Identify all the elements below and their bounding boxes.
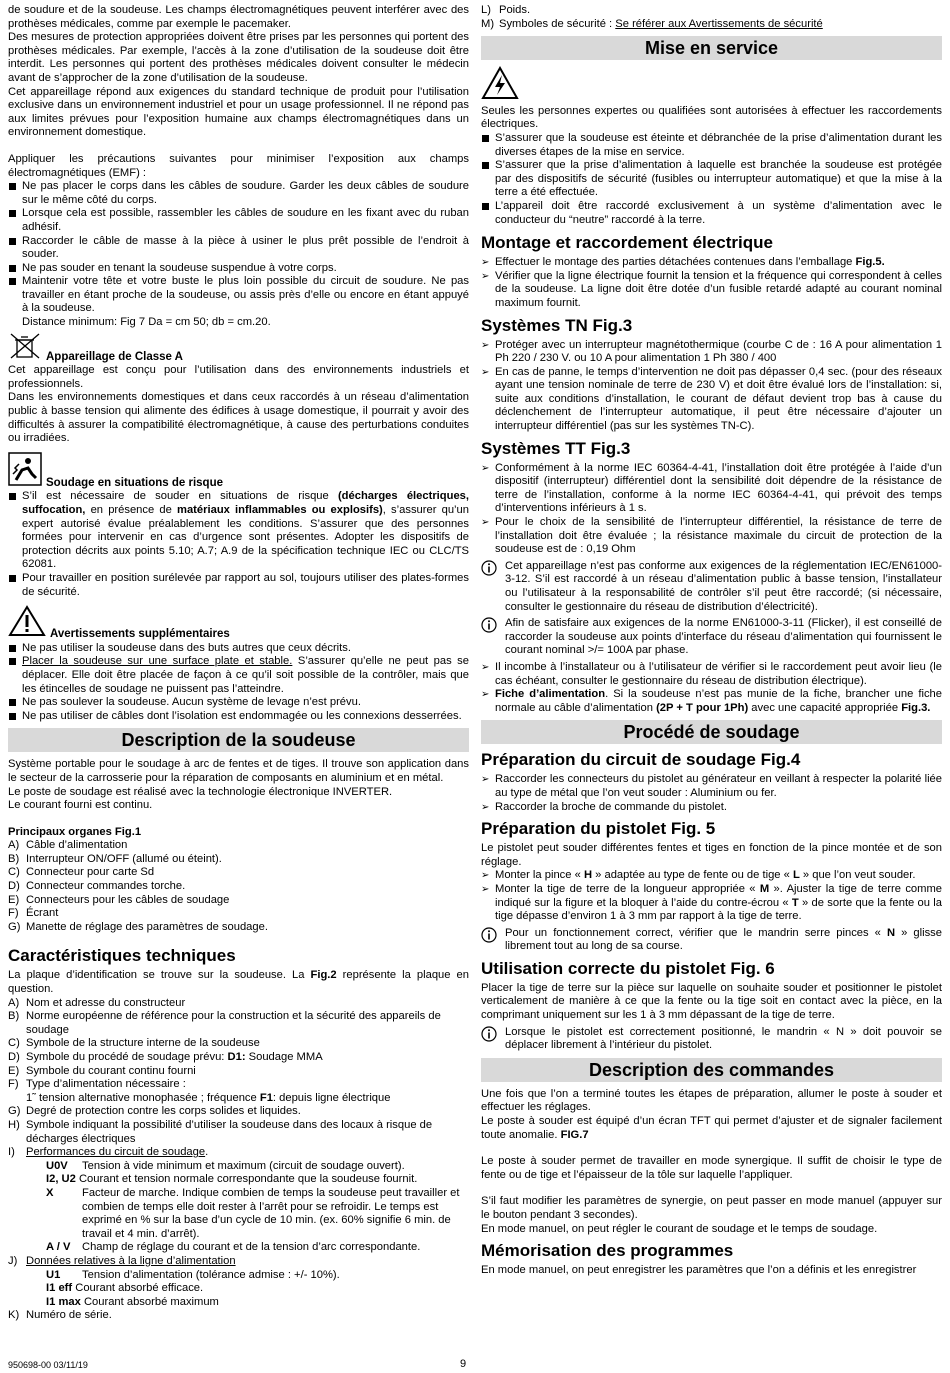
code: X	[46, 1186, 54, 1199]
item-text: Poids.	[499, 4, 531, 16]
usage-title: Utilisation correcte du pistolet Fig. 6	[481, 958, 775, 978]
text-bold: L	[792, 869, 800, 882]
sub-item	[26, 1241, 469, 1255]
list-item	[8, 907, 469, 921]
item-text: Symbole de la structure interne de la soudeuse	[26, 1037, 260, 1050]
item-letter: J)	[8, 1254, 18, 1267]
info-icon	[481, 560, 497, 581]
info-icon	[481, 927, 497, 948]
list-item	[8, 866, 469, 880]
sub-item	[26, 1282, 469, 1296]
text: S’assurer qu’elle ne peut pas se déplacer. Elle doit être placée de façon à ce qu’il soit possible de la contrôler, mais que les étincelles de soudage ne puissent pas l’atteindre.	[22, 655, 470, 695]
paragraph: Une fois que l’on a terminé toutes les étapes de préparation, allumer le poste à souder et effectuer les réglages.	[481, 1087, 942, 1114]
document-code: 950698-00 03/11/19	[8, 1360, 88, 1370]
list-item: L’appareil doit être raccordé exclusivement à un système d’alimentation avec le conducteur du “neutre” raccordé à la terre.	[481, 200, 942, 227]
list-item	[8, 1051, 469, 1065]
list-item: ➢ Raccorder les connecteurs du pistolet au générateur en veillant à respecter la polarité liée au type de métal que l’on veut souder : Aluminium ou fer.	[481, 773, 942, 800]
text: La plaque d’identification se trouve sur la soudeuse. La	[8, 969, 311, 982]
warnings-heading	[8, 605, 469, 642]
list-item	[8, 1037, 469, 1051]
list-item: ➢ Conformément à la norme IEC 60364-4-41, l’installation doit être protégée à l’aide d’un dispositif (interrupteur) différentiel dont la sensibilité doit dépendre de la résistance de terre de l’installation, conforme à la norme IEC 60364-4-41, qui prévoit des temps d’interventions inférieurs à 1 s.	[481, 462, 942, 516]
text-bold: FIG.7	[560, 1128, 589, 1141]
list-item: Ne pas utiliser de câbles dont l’isolation est endommagée ou les connexions desserrées.	[8, 710, 469, 724]
list-item: S’assurer que la soudeuse est éteinte et débranchée de la prise d’alimentation durant les diverses étapes de la mise en service.	[481, 132, 942, 159]
info-text: » glisse librement tout au long de sa course.	[505, 926, 942, 953]
class-a-title: Appareillage de Classe A	[46, 350, 183, 363]
paragraph: Placer la tige de terre sur la pièce sur laquelle on souhaite souder et positionner le pistolet verticalement de manière à ce que la fente ou la tige soit en contact avec la pièce, en la comprimant uniquement sur les 1 à 3 mm dépassant de la tige de terre.	[481, 981, 942, 1022]
item-letter: A)	[8, 839, 20, 852]
list-item	[8, 839, 469, 853]
item-letter: E)	[8, 893, 20, 906]
paragraph: Le poste de soudage est réalisé avec la technologie électronique INVERTER.	[8, 785, 393, 798]
info-note	[481, 617, 942, 658]
risk-heading	[8, 452, 469, 491]
item-text: Type d’alimentation nécessaire :	[26, 1078, 186, 1091]
list-item: Ne pas utiliser la soudeuse dans des buts autres que ceux décrits.	[8, 642, 469, 656]
code: U1	[46, 1268, 61, 1281]
warnings-list	[8, 642, 469, 724]
paragraph: En mode manuel, on peut enregistrer les paramètres que l’on a définis et les enregistrer	[481, 1264, 917, 1277]
memory-title: Mémorisation des programmes	[481, 1241, 734, 1261]
list-item	[8, 490, 469, 572]
text: S’il est nécessaire de souder en situations de risque	[22, 490, 338, 503]
list-item-text: Maintenir votre tête et votre buste le plus loin possible du circuit de soudure. Ne pas travailler en étant proche de la soudeuse, ou assis près d’elle ou encore en étant appuyé à la soudeuse.	[22, 275, 469, 315]
list-item	[8, 1010, 469, 1037]
text: 1˜ tension alternative monophasée ; fréquence	[26, 1091, 260, 1104]
tech-title: Caractéristiques techniques	[8, 946, 236, 966]
item-letter: M)	[481, 17, 495, 30]
text-bold: N	[886, 926, 896, 939]
item-letter: K)	[8, 1309, 20, 1322]
item-text: Symbole du courant continu fourni	[26, 1064, 196, 1077]
text: Courant absorbé efficace.	[72, 1282, 204, 1295]
text: Monter la tige de terre de la longueur appropriée «	[495, 882, 760, 895]
text-underlined: Placer la soudeuse sur une surface plate et stable.	[22, 655, 293, 668]
class-a-heading	[8, 332, 469, 365]
list-item	[8, 275, 469, 329]
info-text: Lorsque le pistolet est correctement positionné, le mandrin « N » doit pouvoir se déplacer librement à l’intérieur du pistolet.	[505, 1025, 942, 1052]
paragraph	[8, 969, 469, 996]
sub-item	[26, 1173, 469, 1187]
list-item	[481, 256, 942, 270]
item-letter: G)	[8, 920, 21, 933]
code: I1 eff	[46, 1282, 73, 1295]
text: Tension à vide minimum et maximum (circuit de soudage ouvert).	[82, 1159, 405, 1172]
info-text: Afin de satisfaire aux exigences de la norme EN61000-3-11 (Flicker), il est conseillé de raccorder la soudeuse aux points d’interface du réseau d’alimentation qui fournissent le courant nominal >/= 100A par phase.	[505, 617, 942, 657]
warning-triangle-icon	[8, 605, 46, 642]
text: , s’assurer qu’un expert autorisé évalue préalablement les conditions. S’assurer que des personnes formées pour intervenir en cas d’urgence sont présentes. Adopter les dispositifs de protection décrits aux points 5.10; A.7; A.9 de la spécification technique IEC ou CLC/TS 62081.	[22, 504, 469, 571]
electric-shock-icon	[8, 452, 42, 491]
text: Effectuer le montage des parties détachées contenues dans l’emballage	[495, 256, 856, 269]
info-text: Pour un fonctionnement correct, vérifier que le mandrin serre pinces «	[505, 926, 887, 939]
item-letter: D)	[8, 880, 20, 893]
section-banner-procede: Procédé de soudage	[481, 720, 942, 744]
paragraph: Seules les personnes expertes ou qualifiées sont autorisées à effectuer les raccordements électriques.	[481, 104, 942, 131]
info-icon	[481, 1026, 497, 1047]
item-letter: A)	[8, 996, 20, 1009]
text-bold: matériaux inflammables ou explosifs)	[177, 504, 383, 516]
crossed-bin-icon	[8, 332, 42, 365]
prep-pistol-title: Préparation du pistolet Fig. 5	[481, 819, 716, 839]
text-bold: M	[759, 882, 770, 895]
text-bold: T	[791, 896, 799, 909]
tn-list	[481, 339, 942, 434]
list-item: ➢ Protéger avec un interrupteur magnétothermique (courbe C de : 16 A pour alimentation 1 Ph 220 / 230 V. ou 10 A pour alimentation 1 Ph 380 / 400	[481, 339, 942, 366]
info-note	[481, 1026, 942, 1053]
paragraph: En mode manuel, on peut régler le courant de soudage et le temps de soudage.	[481, 1222, 878, 1235]
list-item	[481, 688, 942, 715]
item-text: Câble d’alimentation	[26, 839, 128, 852]
list-item	[481, 883, 942, 924]
text: Champ de réglage du courant et de la tension d’arc correspondante.	[82, 1241, 421, 1254]
list-item: Pour travailler en position surélevée par rapport au sol, toujours utiliser des plates-formes de sécurité.	[8, 572, 469, 599]
tt-title: Systèmes TT Fig.3	[481, 438, 631, 458]
warnings-title: Avertissements supplémentaires	[50, 628, 230, 641]
info-icon	[481, 617, 497, 638]
text: Tension d’alimentation (tolérance admise : +/- 10%).	[82, 1268, 340, 1281]
text: Le poste à souder est équipé d’un écran TFT qui permet d’ajuster et de signaler facilement toute anomalie.	[481, 1115, 942, 1141]
text: .	[205, 1146, 209, 1159]
item-text: Symboles de sécurité :	[499, 17, 616, 30]
text: » que l’on veut souder.	[799, 869, 916, 882]
right-column	[481, 4, 942, 1278]
item-text: Interrupteur ON/OFF (allumé ou éteint).	[26, 852, 222, 865]
text: Courant et tension normale correspondante que la soudeuse fournit.	[75, 1173, 418, 1186]
item-text: Norme européenne de référence pour la construction et la sécurité des appareils de soudage	[26, 1010, 441, 1036]
text: Courant absorbé maximum	[80, 1295, 219, 1308]
item-letter: B)	[8, 1010, 20, 1023]
item-letter: F)	[8, 907, 19, 920]
item-text: Écrant	[26, 907, 59, 920]
text: avec une capacité appropriée	[748, 701, 902, 714]
list-item: Ne pas soulever la soudeuse. Aucun système de levage n’est prévu.	[8, 696, 469, 710]
list-item: ➢ Il incombe à l’installateur ou à l’utilisateur de vérifier si le raccordement peut avoir lieu (le cas échéant, consulter le gestionnaire du réseau de distribution électrique).	[481, 661, 942, 688]
item-letter: I)	[8, 1146, 15, 1159]
section-banner-commandes: Description des commandes	[481, 1058, 942, 1082]
sub-item	[26, 1092, 469, 1106]
item-letter: C)	[8, 866, 20, 879]
code: U0V	[46, 1159, 68, 1172]
prep-circuit-list	[481, 773, 942, 814]
list-item	[8, 1105, 469, 1119]
mise-list	[481, 132, 942, 227]
item-letter: D)	[8, 1051, 20, 1063]
sub-item	[26, 1296, 469, 1310]
text-underlined: Se référer aux Avertissements de sécurité	[615, 17, 823, 30]
text-bold: F1	[259, 1091, 273, 1104]
list-item	[481, 869, 942, 883]
list-item	[8, 1078, 469, 1105]
paragraph	[481, 1115, 942, 1142]
prep-pistol-list	[481, 869, 942, 923]
montage-list	[481, 256, 942, 310]
list-item	[8, 880, 469, 894]
tt-list-continued	[481, 661, 942, 715]
item-text: Nom et adresse du constructeur	[26, 996, 186, 1009]
text-bold: Fiche d’alimentation	[495, 688, 606, 701]
text: . Si la soudeuse n’est pas munie de la fiche, brancher une fiche normale au câble d’alimentation	[495, 688, 942, 714]
code: A / V	[46, 1241, 71, 1254]
tt-list	[481, 462, 942, 557]
paragraph: Cet appareillage est conçu pour l’utilisation dans des environnements industriels et professionnels.	[8, 364, 469, 390]
text: ». Ajuster la tige de terre comme indiqué sur la figure et la bloquer à l’aide du contre-écrou «	[495, 882, 942, 909]
item-letter: G)	[8, 1105, 21, 1118]
text: Facteur de marche. Indique combien de temps la soudeuse peut travailler et combien de temps elle doit rester à l’arrêt pour se refroidir. Le temps est exprimé en % sur la base d’un cycle de 10 min. (ex. 60% signifie 6 min. de travail et 4 min. d’arrêt).	[82, 1186, 460, 1240]
paragraph: Des mesures de protection appropriées doivent être prises par les personnes qui portent des prothèses médicales. Par exemple, l’accès à la zone d’utilisation de la soudeuse doit être interdit. Les personnes qui portent des prothèses médicales doivent consulter le médecin avant de s’approcher de la zone d’utilisation de la soudeuse.	[8, 31, 469, 84]
paragraph: Dans les environnements domestiques et dans ceux raccordés à un réseau d’alimentation public à basse tension qui alimente des édifices à usage domestique, il pourrait y avoir des difficultés à assurer la compatibilité électromagnétique, à cause des perturbations conduites ou irradiées.	[8, 391, 469, 445]
text-underlined: Performances du circuit de soudage	[26, 1146, 206, 1159]
list-item: ➢ Vérifier que la ligne électrique fournit la tension et la fréquence qui correspondent à celles de la soudeuse. La ligne doit être dotée d’un fusible retardé adapté au courant nominal maximum fournit.	[481, 270, 942, 311]
text-bold: Fig.2	[310, 969, 337, 982]
code: I2, U2	[46, 1173, 76, 1186]
paragraph: Cet appareillage répond aux exigences du standard technique de produit pour l’utilisation exclusive dans un environnement industriel et pour un usage professionnel. Il ne répond pas aux limites prévues pour l’exposition humaine aux champs électromagnétiques dans un environnement domestique.	[8, 85, 469, 139]
item-text: Connecteur commandes torche.	[26, 880, 186, 893]
text-bold: (2P + T pour 1Ph)	[656, 701, 749, 714]
text: » de sorte que la fente ou la tige dépasse d’environ 1 à 3 mm par rapport à la tige de terre.	[495, 896, 942, 923]
info-note	[481, 560, 942, 614]
list-item: ➢ Raccorder la broche de commande du pistolet.	[481, 801, 942, 815]
risk-title: Soudage en situations de risque	[46, 476, 224, 489]
item-letter: B)	[8, 852, 20, 865]
item-letter: E)	[8, 1064, 20, 1077]
risk-list	[8, 490, 469, 599]
info-note	[481, 927, 942, 954]
list-item	[8, 1119, 469, 1146]
item-text: Symbole indiquant la possibilité d’utiliser la soudeuse dans des locaux à risque de décharges électriques	[26, 1118, 433, 1145]
text: en présence de	[85, 504, 178, 516]
text: » adaptée au type de fente ou de tige «	[592, 869, 793, 882]
paragraph: Le pistolet peut souder différentes fentes et tiges en fonction de la pince montée et de son réglage.	[481, 842, 942, 868]
item-text: Connecteurs pour les câbles de soudage	[26, 893, 230, 906]
list-item	[481, 18, 942, 32]
item-text: Connecteur pour carte Sd	[26, 866, 155, 879]
distance-note: Distance minimum: Fig 7 Da = cm 50; db = cm.20.	[22, 316, 271, 329]
item-letter: H)	[8, 1118, 20, 1131]
prep-circuit-title: Préparation du circuit de soudage Fig.4	[481, 750, 801, 770]
paragraph: S’il faut modifier les paramètres de synergie, on peut passer en mode manuel (appuyer sur le bouton pendant 3 secondes).	[481, 1195, 942, 1221]
list-item: S’assurer que la prise d’alimentation à laquelle est branchée la soudeuse est protégée par des dispositifs de sécurité (fusibles ou interrupteur automatique) et que la mise à la terre a été effectuée.	[481, 159, 942, 200]
list-item	[481, 4, 942, 18]
item-letter: C)	[8, 1037, 20, 1050]
list-item	[8, 997, 469, 1011]
list-item	[8, 894, 469, 908]
text-bold: (décharges électriques, suffocation,	[22, 490, 469, 516]
text: Monter la pince «	[495, 869, 584, 882]
electric-hazard-icon	[481, 66, 519, 105]
montage-title: Montage et raccordement électrique	[481, 233, 773, 253]
list-item	[8, 921, 469, 935]
paragraph: Système portable pour le soudage à arc de fentes et de tiges. Il trouve son application dans le secteur de la carrosserie pour la réparation de composants en aluminium et en métal.	[8, 758, 469, 784]
item-text: Numéro de série.	[26, 1309, 112, 1322]
organs-title: Principaux organes Fig.1	[8, 825, 142, 838]
code: I1 max	[46, 1295, 81, 1308]
page-number: 9	[460, 1358, 467, 1370]
tn-title: Systèmes TN Fig.3	[481, 315, 633, 335]
text: représente la plaque en question.	[8, 969, 469, 996]
text-bold: Fig.5.	[855, 256, 885, 269]
paragraph: Le poste à souder permet de travailler en mode synergique. Il suffit de choisir le type de fente ou de tige et l’épaisseur de la tôle sur laquelle l’appliquer.	[481, 1155, 942, 1181]
list-item: Ne pas souder en tenant la soudeuse suspendue à votre corps.	[8, 262, 469, 276]
organs-list	[8, 839, 469, 934]
list-item: Lorsque cela est possible, rassembler les câbles de soudure en les fixant avec du ruban adhésif.	[8, 207, 469, 234]
section-banner-mise-en-service: Mise en service	[481, 36, 942, 60]
list-item	[8, 853, 469, 867]
item-text: Symbole du procédé de soudage prévu:	[26, 1051, 228, 1063]
item-letter: F)	[8, 1078, 19, 1091]
info-text: Cet appareillage n’est pas conforme aux exigences de la réglementation IEC/EN61000-3-12. S’il est raccordé à un réseau d’alimentation public à basse tension, l’installateur ou l’utilisateur à la responsabilité de contrôler s’il peut être raccordé; (si nécessaire, consulter le gestionnaire du réseau de distribution d’électricité).	[505, 559, 942, 613]
list-item	[8, 1309, 469, 1323]
list-item	[8, 655, 469, 696]
item-text: Soudage MMA	[245, 1051, 323, 1063]
paragraph: de soudure et de la soudeuse. Les champs électromagnétiques peuvent interférer avec des prothèses médicales, comme par exemple le pacemaker.	[8, 4, 469, 30]
list-item	[8, 1065, 469, 1079]
paragraph: Appliquer les précautions suivantes pour minimiser l’exposition aux champs électromagnétiques (EMF) :	[8, 152, 469, 179]
text-underlined: Données relatives à la ligne d’alimentation	[26, 1254, 236, 1267]
sub-item	[26, 1269, 469, 1283]
list-item	[8, 1255, 469, 1309]
item-text: Manette de réglage des paramètres de soudage.	[26, 920, 268, 933]
item-letter: L)	[481, 4, 491, 16]
text-bold: D1:	[227, 1051, 246, 1063]
sub-item	[26, 1160, 469, 1174]
left-column	[8, 4, 469, 1323]
list-item: ➢ En cas de panne, le temps d’intervention ne doit pas dépasser 0,4 sec. (pour des réseaux ayant une tension nominale de terre de 230 V) et doit être évalué lors de l’installation: si, suite aux conditions d’installation, le courant de défaut devient trop bas à cause du déclenchement de l’interrupteur automatique, il peut être nécessaire d’ajouter un interrupteur différentiel (pas sur les systèmes TN-C).	[481, 366, 942, 434]
sub-item	[26, 1187, 469, 1241]
text-bold: Fig.3.	[901, 701, 931, 714]
text-bold: H	[583, 869, 593, 882]
text: : depuis ligne électrique	[272, 1091, 391, 1104]
emf-precautions-list	[8, 180, 469, 330]
plate-list	[8, 997, 469, 1323]
list-item: Raccorder le câble de masse à la pièce à usiner le plus prêt possible de l’endroit à souder.	[8, 235, 469, 262]
list-item	[8, 1146, 469, 1255]
list-item: Ne pas placer le corps dans les câbles de soudure. Garder les deux câbles de soudure sur le même côté du corps.	[8, 180, 469, 207]
paragraph: Le courant fourni est continu.	[8, 799, 153, 812]
section-banner-description: Description de la soudeuse	[8, 728, 469, 752]
item-text: Degré de protection contre les corps solides et liquides.	[26, 1105, 301, 1118]
list-item: ➢ Pour le choix de la sensibilité de l’interrupteur différentiel, la résistance de terre de l’installation doit être évaluée ; la résistance maximale du circuit de protection de la soudeuse est de : 0,19 Ohm	[481, 516, 942, 557]
plate-list-continued	[481, 4, 942, 31]
